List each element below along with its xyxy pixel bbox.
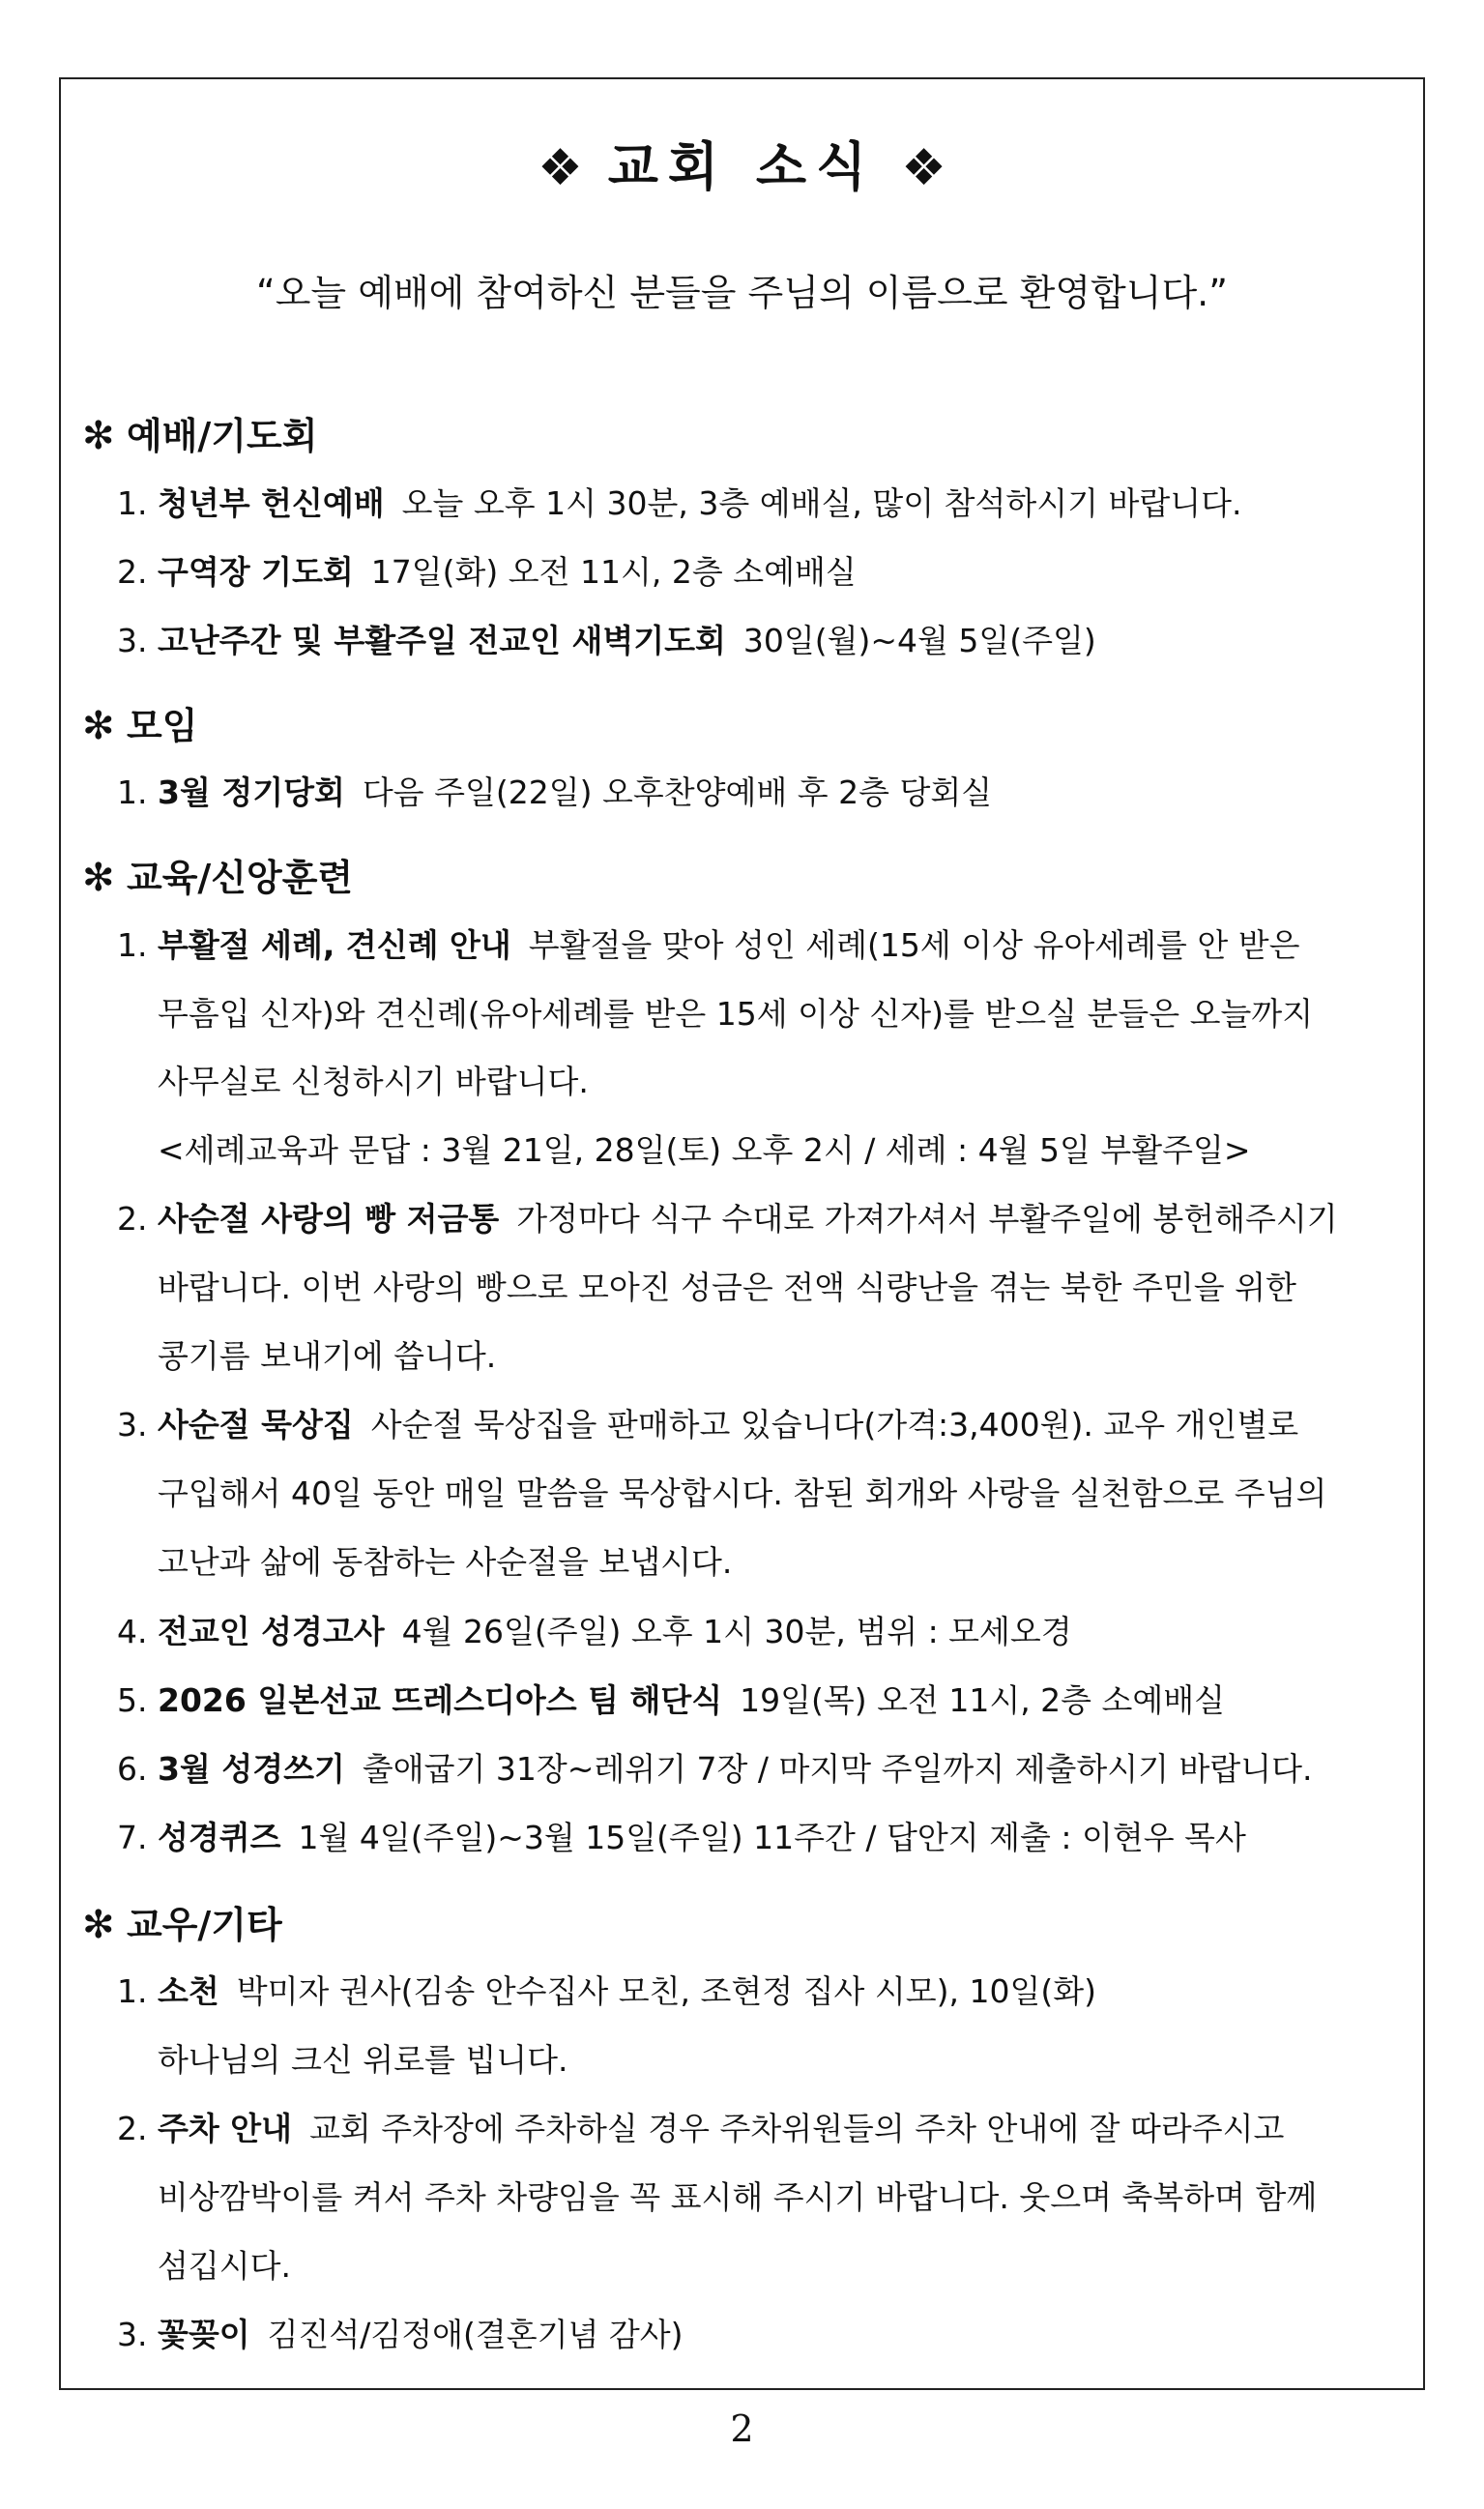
item-text: 19일(목) 오전 11시, 2층 소예배실 (740, 1681, 1226, 1719)
item-number: 2. (117, 553, 148, 591)
item-number: 5. (117, 1681, 148, 1719)
list-item (117, 2310, 684, 2355)
item-number: 1. (117, 773, 148, 811)
item-text: 4월 26일(주일) 오후 1시 30분, 범위 : 모세오경 (401, 1613, 1072, 1650)
section-title: 모임 (127, 705, 198, 747)
asterisk-icon: ✻ (82, 414, 115, 458)
item-label: 청년부 헌신예배 (158, 484, 385, 522)
item-text-continued: 사무실로 신청하시기 바랍니다. (158, 1063, 589, 1100)
list-item (117, 1676, 1225, 1721)
item-text: 출애굽기 31장~레위기 7장 / 마지막 주일까지 제출하시기 바랍니다. (362, 1750, 1313, 1788)
item-text-continued: 비상깜박이를 켜서 주차 차량임을 꼭 표시해 주시기 바랍니다. 웃으며 축복하며 함께 (158, 2178, 1318, 2216)
item-label: 구역장 기도회 (158, 553, 354, 591)
item-label: 주차 안내 (158, 2110, 293, 2147)
bulletin-frame (59, 77, 1425, 2390)
page-number: 2 (730, 2407, 754, 2450)
item-number: 2. (117, 2110, 148, 2147)
item-text: 김진석/김정애(결혼기념 감사) (267, 2316, 684, 2353)
item-number: 1. (117, 926, 148, 964)
item-label: 2026 일본선교 뜨레스디아스 팀 해단식 (158, 1681, 723, 1719)
list-item (117, 1744, 1312, 1790)
diamond-ornament-icon: ❖ (901, 139, 946, 197)
item-text-continued: 하나님의 크신 위로를 빕니다. (158, 2041, 568, 2079)
item-text-continued: 섬깁시다. (158, 2247, 292, 2285)
item-label: 3월 성경쓰기 (158, 1750, 345, 1788)
asterisk-icon: ✻ (82, 704, 115, 748)
list-item (117, 1967, 1096, 2012)
item-number: 2. (117, 1200, 148, 1238)
item-text: 30일(월)~4월 5일(주일) (742, 622, 1096, 659)
asterisk-icon: ✻ (82, 856, 115, 900)
item-label: 사순절 묵상집 (158, 1406, 354, 1444)
item-text: 오늘 오후 1시 30분, 3층 예배실, 많이 참석하시기 바랍니다. (401, 484, 1242, 522)
item-label: 성경퀴즈 (158, 1819, 281, 1856)
list-item (117, 616, 1096, 661)
item-text-continued: 구입해서 40일 동안 매일 말씀을 묵상합시다. 참된 회개와 사랑을 실천함으로 주님의 (158, 1474, 1327, 1512)
item-label: 전교인 성경고사 (158, 1613, 385, 1650)
section-heading-members (82, 1895, 282, 1948)
item-number: 3. (117, 622, 148, 659)
item-label: 소천 (158, 1972, 219, 2010)
section-heading-education (82, 848, 353, 901)
list-item (117, 1813, 1246, 1858)
item-number: 1. (117, 1972, 148, 2010)
list-item (117, 547, 857, 593)
section-heading-meetings (82, 696, 197, 749)
item-text-continued: 무흠입 신자)와 견신례(유아세례를 받은 15세 이상 신자)를 받으실 분들은 오늘까지 (158, 995, 1314, 1033)
item-note: <세례교육과 문답 : 3월 21일, 28일(토) 오후 2시 / 세례 : 4월 5일 부활주일> (158, 1131, 1251, 1169)
asterisk-icon: ✻ (82, 1903, 115, 1947)
item-text-continued: 바랍니다. 이번 사랑의 빵으로 모아진 성금은 전액 식량난을 겪는 북한 주민을 위한 (158, 1269, 1296, 1306)
item-number: 6. (117, 1750, 148, 1788)
item-text: 다음 주일(22일) 오후찬양예배 후 2층 당회실 (362, 773, 993, 811)
item-text: 가정마다 식구 수대로 가져가셔서 부활주일에 봉헌해주시기 (516, 1200, 1338, 1238)
section-title: 교육/신앙훈련 (127, 857, 354, 899)
item-label: 사순절 사랑의 빵 저금통 (158, 1200, 500, 1238)
item-text-continued: 콩기름 보내기에 씁니다. (158, 1337, 497, 1375)
item-number: 4. (117, 1613, 148, 1650)
diamond-ornament-icon: ❖ (538, 139, 583, 197)
item-label: 꽃꽂이 (158, 2316, 250, 2353)
page-title (61, 126, 1423, 200)
section-title: 예배/기도회 (127, 415, 318, 457)
list-item (117, 920, 1300, 966)
welcome-message: “오늘 예배에 참여하신 분들을 주님의 이름으로 환영합니다.” (256, 272, 1228, 314)
item-text: 1월 4일(주일)~3월 15일(주일) 11주간 / 답안지 제출 : 이현우 목사 (298, 1819, 1246, 1856)
list-item (117, 1194, 1338, 1240)
list-item (117, 479, 1241, 524)
item-text: 사순절 묵상집을 판매하고 있습니다(가격:3,400원). 교우 개인별로 (370, 1406, 1299, 1444)
item-number: 1. (117, 484, 148, 522)
section-title: 교우/기타 (127, 1904, 282, 1946)
item-text: 부활절을 맞아 성인 세례(15세 이상 유아세례를 안 받은 (528, 926, 1300, 964)
list-item (117, 768, 992, 813)
item-text: 17일(화) 오전 11시, 2층 소예배실 (370, 553, 857, 591)
item-number: 3. (117, 1406, 148, 1444)
item-text: 박미자 권사(김송 안수집사 모친, 조현정 집사 시모), 10일(화) (236, 1972, 1096, 2010)
item-text-continued: 고난과 삶에 동참하는 사순절을 보냅시다. (158, 1543, 733, 1581)
section-heading-worship (82, 406, 317, 459)
item-number: 3. (117, 2316, 148, 2353)
item-number: 7. (117, 1819, 148, 1856)
list-item (117, 2104, 1284, 2149)
item-text: 교회 주차장에 주차하실 경우 주차위원들의 주차 안내에 잘 따라주시고 (309, 2110, 1285, 2147)
list-item (117, 1400, 1298, 1445)
item-label: 부활절 세례, 견신례 안내 (158, 926, 511, 964)
list-item (117, 1607, 1072, 1652)
item-label: 3월 정기당회 (158, 773, 345, 811)
title-text: 교회 소식 (607, 136, 877, 197)
item-label: 고난주간 및 부활주일 전교인 새벽기도회 (158, 622, 726, 659)
